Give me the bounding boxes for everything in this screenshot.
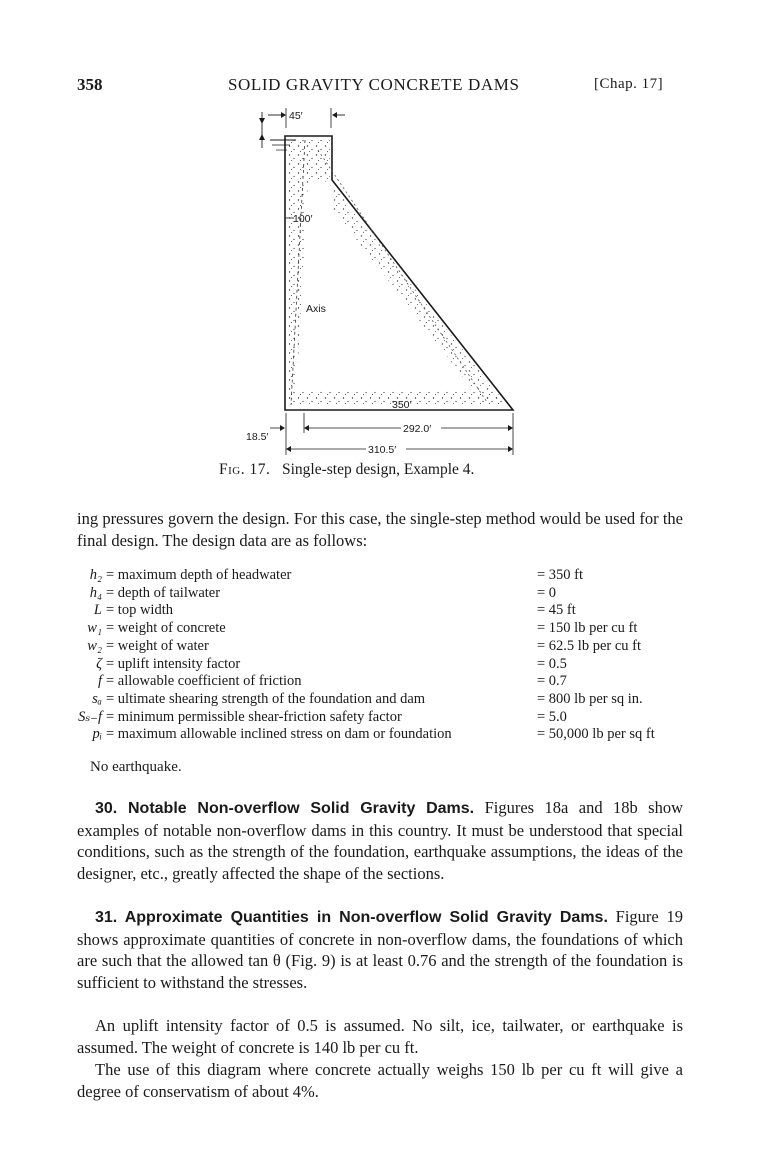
design-data-symbol: pᵢ — [92, 726, 102, 743]
chapter-reference: [Chap. 17] — [594, 76, 664, 92]
section-31-body: Figure 19 shows approximate quantities of concrete in non-overflow dams, the foundations of which are such that the allowed tan θ (Fig. 9) is at least 0.76 and the strength of the foundation is sufficient to withstand the stresses. — [77, 907, 684, 993]
design-data-value: = 5.0 — [537, 708, 567, 725]
figure-caption — [219, 461, 474, 479]
design-data-symbol: h₂ — [89, 567, 102, 583]
design-data-value: = 350 ft — [537, 567, 584, 583]
base-350-label: 350′ — [392, 399, 412, 411]
design-data-value: = 45 ft — [537, 602, 576, 619]
dim-292-label: 292.0′ — [403, 423, 432, 435]
design-data-symbol: f — [97, 673, 102, 690]
dim-310-label: 310.5′ — [368, 444, 397, 456]
design-data-value: = 62.5 lb per cu ft — [537, 637, 642, 654]
design-data-symbol: sₐ — [92, 690, 102, 707]
uplift-paragraph: An uplift intensity factor of 0.5 is assumed. No silt, ice, tailwater, or earthquake is assumed. The weight of concrete is 140 lb per cu ft. — [77, 1016, 683, 1057]
design-data-description: = allowable coefficient of friction — [106, 673, 302, 690]
design-data-description: = top width — [106, 602, 173, 619]
design-data-symbol: L — [93, 602, 102, 619]
section-31-heading: 31. Approximate Quantities in Non-overflow Solid Gravity Dams. — [95, 909, 608, 926]
design-data-symbol: w₁ — [87, 620, 102, 637]
page-number: 358 — [77, 75, 103, 94]
no-earthquake-note: No earthquake. — [90, 759, 182, 775]
intro-paragraph: ing pressures govern the design. For this case, the single-step method would be used for the final design. The design data are as follows: — [77, 509, 683, 550]
figure-caption-text: Single-step design, Example 4. — [281, 461, 475, 478]
design-data-symbol: h₄ — [89, 584, 102, 601]
conservatism-paragraph: The use of this diagram where concrete actually weighs 150 lb per cu ft will give a degree of conservatism of about 4%. — [77, 1060, 683, 1101]
design-data-value: = 0.7 — [537, 673, 567, 690]
section-30-paragraph — [77, 797, 683, 885]
running-title: SOLID GRAVITY CONCRETE DAMS — [228, 75, 520, 94]
design-data-value: = 50,000 lb per sq ft — [537, 726, 655, 743]
section-31-paragraph — [77, 906, 683, 994]
design-data-value: = 0 — [537, 584, 557, 601]
design-data-value: = 150 lb per cu ft — [537, 620, 638, 637]
dim-100-label: 100′ — [293, 213, 313, 225]
design-data-description: = depth of tailwater — [106, 584, 221, 601]
design-data-description: = ultimate shearing strength of the foundation and dam — [106, 690, 426, 707]
design-data-description: = minimum permissible shear-friction safety factor — [106, 708, 402, 725]
design-data-description: = weight of water — [106, 637, 209, 654]
section-30-heading: 30. Notable Non-overflow Solid Gravity Dams. — [95, 800, 475, 817]
figure-caption-label: Fig. 17. — [219, 461, 271, 478]
design-data-symbol: ζ — [96, 655, 102, 672]
design-data-description: = uplift intensity factor — [106, 655, 241, 672]
design-data-symbol: w₂ — [87, 637, 102, 654]
design-data-symbol: Sₛ₋f — [78, 708, 102, 725]
design-data-description: = maximum allowable inclined stress on dam or foundation — [106, 726, 452, 743]
design-data-value: = 800 lb per sq in. — [537, 690, 643, 707]
design-data-description: = maximum depth of headwater — [106, 567, 292, 583]
dim-18-label: 18.5′ — [246, 431, 269, 443]
top-width-label: 45′ — [289, 110, 303, 122]
design-data-description: = weight of concrete — [106, 620, 226, 637]
design-data-value: = 0.5 — [537, 655, 567, 672]
dam-section-figure — [0, 0, 759, 460]
section-30-body: Figures 18a and 18b show examples of notable non-overflow dams in this country. It must be understood that special conditions, such as the strength of the foundation, earthquake assumptions, the ideas of the designer, etc., greatly affected the shape of the sections. — [77, 798, 684, 884]
axis-label: Axis — [306, 303, 326, 315]
